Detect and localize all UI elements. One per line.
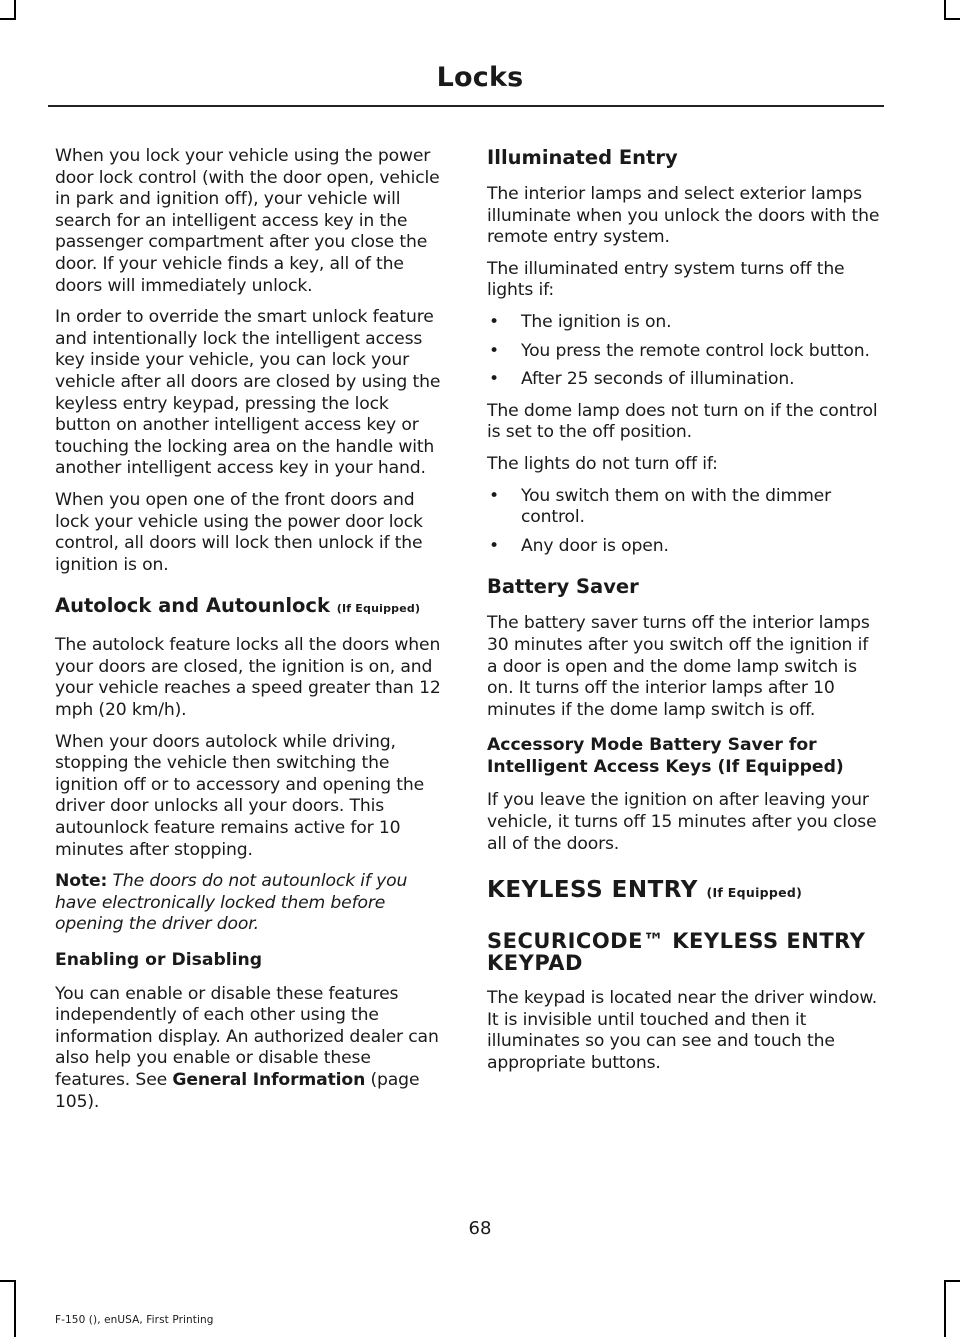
page-number: 68 bbox=[468, 1218, 492, 1239]
paragraph: The autolock feature locks all the doors when your doors are closed, the ignition is on, and your vehicle reaches a speed greater than 12 mph (20 km/h). bbox=[55, 635, 441, 721]
crop-mark bbox=[14, 0, 16, 20]
header-divider bbox=[48, 105, 884, 107]
paragraph: The interior lamps and select exterior lamps illuminate when you unlock the doors with the remote entry system. bbox=[487, 184, 880, 248]
paragraph: The illuminated entry system turns off the lights if: bbox=[487, 258, 845, 301]
list-item-text: The ignition is on. bbox=[521, 311, 672, 332]
section-heading-battery-saver: Battery Saver bbox=[487, 575, 639, 599]
subheading-enabling: Enabling or Disabling bbox=[55, 950, 263, 970]
bullet: • bbox=[489, 369, 499, 390]
left-column bbox=[55, 146, 447, 1123]
note bbox=[55, 871, 447, 936]
list-item bbox=[487, 369, 880, 391]
bullet-list bbox=[487, 486, 880, 558]
list-item bbox=[487, 312, 880, 334]
paragraph: The lights do not turn off if: bbox=[487, 453, 718, 474]
note-label: Note: bbox=[55, 871, 108, 892]
crop-mark bbox=[944, 1280, 960, 1282]
crop-mark bbox=[944, 0, 946, 20]
page-title: Locks bbox=[436, 62, 524, 93]
heading-text: KEYLESS ENTRY bbox=[487, 877, 698, 904]
cross-reference-link[interactable]: General Information bbox=[172, 1069, 366, 1090]
bullet-list bbox=[487, 312, 880, 391]
heading-text: Autolock and Autounlock bbox=[55, 594, 330, 618]
bullet: • bbox=[489, 340, 499, 361]
list-item-text: You press the remote control lock button. bbox=[521, 340, 870, 361]
equipped-tag: (If Equipped) bbox=[336, 602, 421, 616]
paragraph-text: (page 105). bbox=[55, 1069, 420, 1112]
list-item-text: Any door is open. bbox=[521, 535, 669, 556]
bullet: • bbox=[489, 485, 499, 506]
bullet: • bbox=[489, 311, 499, 332]
paragraph: The keypad is located near the driver window. It is invisible until touched and then it illuminates so you can see and touch the appropriate buttons. bbox=[487, 988, 878, 1074]
bullet: • bbox=[489, 535, 499, 556]
paragraph: When you open one of the front doors and lock your vehicle using the power door lock control, all doors will lock then unlock if the ignition is on. bbox=[55, 489, 423, 575]
section-heading-securicode: SECURICODE™ KEYLESS ENTRY KEYPAD bbox=[487, 929, 866, 976]
list-item-text: You switch them on with the dimmer control. bbox=[521, 485, 832, 528]
list-item bbox=[487, 536, 880, 558]
note-text: The doors do not autounlock if you have electronically locked them before opening the driver door. bbox=[55, 871, 408, 935]
chapter-heading-keyless-entry bbox=[487, 877, 880, 906]
paragraph: In order to override the smart unlock feature and intentionally lock the intelligent access key inside your vehicle, you can lock your vehicle after all doors are closed by using the keyless entry keypad, pressing the lock button on another intelligent access key or touching the locking area on the handle with another intelligent access key in your hand. bbox=[55, 307, 441, 479]
paragraph: When your doors autolock while driving, stopping the vehicle then switching the ignition off or to accessory and opening the driver door unlocks all your doors. This autounlock feature remains active for 10 minutes after stopping. bbox=[55, 731, 425, 860]
paragraph-text: You can enable or disable these features independently of each other using the information display. An authorized dealer can also help you enable or disable these features. See bbox=[55, 983, 439, 1090]
paragraph: The dome lamp does not turn on if the control is set to the off position. bbox=[487, 400, 878, 443]
equipped-tag: (If Equipped) bbox=[706, 885, 803, 901]
right-column bbox=[487, 146, 880, 1085]
paragraph bbox=[55, 984, 447, 1114]
list-item bbox=[487, 341, 880, 363]
section-heading-autolock bbox=[55, 594, 447, 621]
crop-mark bbox=[14, 1280, 16, 1337]
paragraph: If you leave the ignition on after leaving your vehicle, it turns off 15 minutes after you close all of the doors. bbox=[487, 790, 877, 854]
footer-edition-text: F-150 (), enUSA, First Printing bbox=[55, 1314, 214, 1326]
crop-mark bbox=[944, 1280, 946, 1337]
list-item bbox=[487, 486, 880, 529]
paragraph: The battery saver turns off the interior lamps 30 minutes after you switch off the ignition if a door is open and the dome lamp switch is on. It turns off the interior lamps after 10 minutes if the dome lamp switch is off. bbox=[487, 613, 870, 720]
crop-mark bbox=[0, 18, 16, 20]
crop-mark bbox=[944, 18, 960, 20]
crop-mark bbox=[0, 1280, 16, 1282]
paragraph: When you lock your vehicle using the power door lock control (with the door open, vehicle in park and ignition off), your vehicle will search for an intelligent access key in the passenger compartment after you close the door. If your vehicle finds a key, all of the doors will immediately unlock. bbox=[55, 146, 440, 296]
subheading-accessory-mode: Accessory Mode Battery Saver for Intelligent Access Keys (If Equipped) bbox=[487, 735, 844, 777]
list-item-text: After 25 seconds of illumination. bbox=[521, 369, 795, 390]
section-heading-illuminated: Illuminated Entry bbox=[487, 146, 678, 169]
